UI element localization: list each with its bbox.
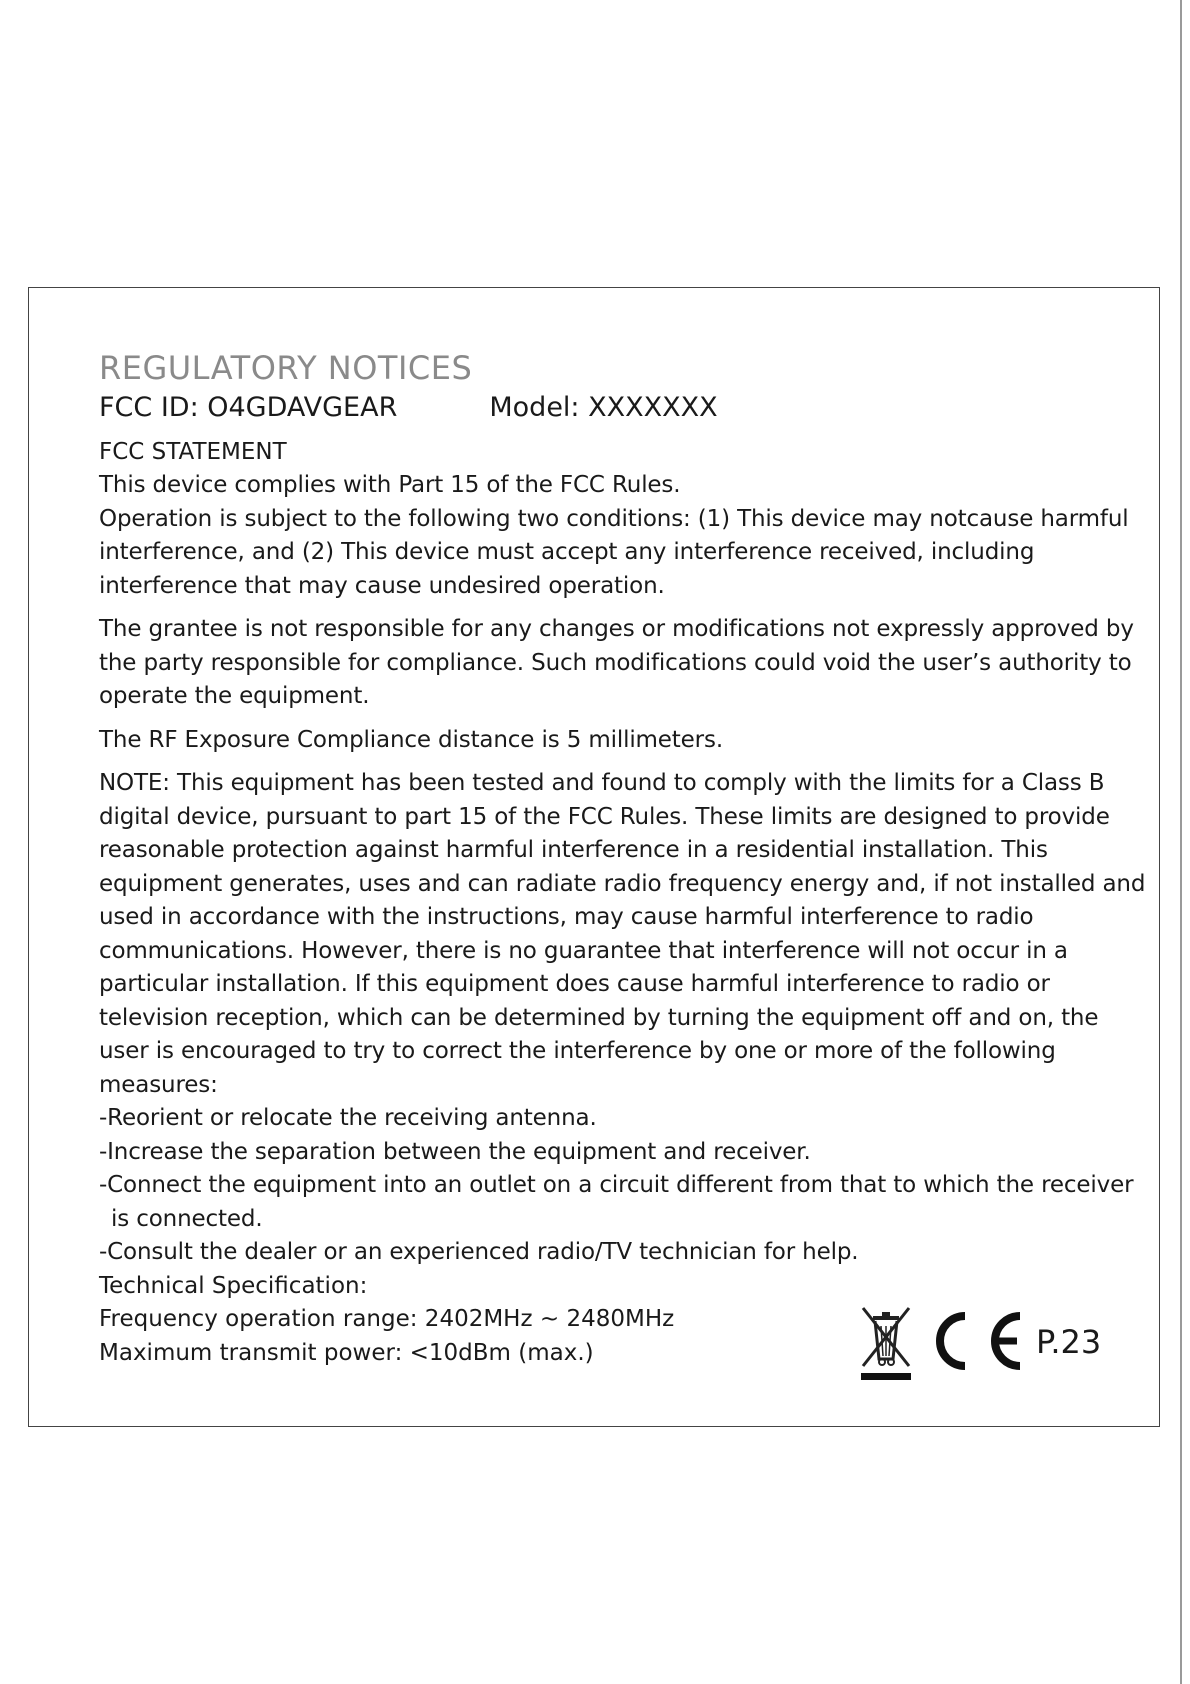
id-line bbox=[99, 388, 1149, 428]
paragraph-modifications: The grantee is not responsible for any changes or modifications not expressly approved by the party responsible for compliance. Such modifications could void the user’s authority to operate the equipment. bbox=[99, 616, 1134, 709]
fcc-id: FCC ID: O4GDAVGEAR bbox=[99, 392, 398, 423]
spec-frequency: Frequency operation range: 2402MHz ~ 2480MHz bbox=[99, 1306, 675, 1332]
measure-item: -Increase the separation between the equipment and receiver. bbox=[99, 1138, 811, 1165]
fcc-statement-heading: FCC STATEMENT bbox=[99, 439, 287, 465]
weee-crossed-bin-icon bbox=[861, 1308, 911, 1380]
measure-item: -Consult the dealer or an experienced radio/TV technician for help. bbox=[99, 1239, 859, 1265]
paragraph-note: NOTE: This equipment has been tested and found to comply with the limits for a Class B digital device, pursuant to part 15 of the FCC Rules. These limits are designed to provide reasonable protection against harmful interference in a residential installation. This equipment generates, uses and can radiate radio frequency energy and, if not installed and used in accordance with the instructions, may cause harmful interference to radio communications. However, there is no guarantee that interference will not occur in a particular installation. If this equipment does cause harmful interference to radio or television reception, which can be determined by turning the equipment off and on, the user is encouraged to try to correct the interference by one or more of the following measures: bbox=[99, 770, 1146, 1098]
ce-mark-icon bbox=[940, 1316, 1020, 1366]
model-number: Model: XXXXXXX bbox=[489, 392, 718, 423]
spec-heading: Technical Specification: bbox=[99, 1272, 368, 1299]
paragraph-rf-exposure: The RF Exposure Compliance distance is 5 millimeters. bbox=[99, 726, 723, 753]
measure-item: -Reorient or relocate the receiving antenna. bbox=[99, 1105, 597, 1131]
notice-frame bbox=[28, 287, 1160, 1427]
paragraph-compliance: This device complies with Part 15 of the FCC Rules. bbox=[99, 472, 681, 498]
compliance-marks bbox=[855, 1304, 1155, 1384]
page-title: REGULATORY NOTICES bbox=[99, 349, 473, 387]
measure-item: -Connect the equipment into an outlet on a circuit different from that to which the receiver is connected. bbox=[99, 1172, 1134, 1232]
page-number: P.23 bbox=[1036, 1323, 1102, 1361]
spec-power: Maximum transmit power: <10dBm (max.) bbox=[99, 1339, 594, 1366]
notice-content bbox=[99, 348, 1149, 1370]
paragraph-conditions: Operation is subject to the following two conditions: (1) This device may notcause harmful interference, and (2) This device must accept any interference received, including interference that may cause undesired operation. bbox=[99, 505, 1129, 599]
page-edge-line bbox=[1180, 0, 1182, 1684]
